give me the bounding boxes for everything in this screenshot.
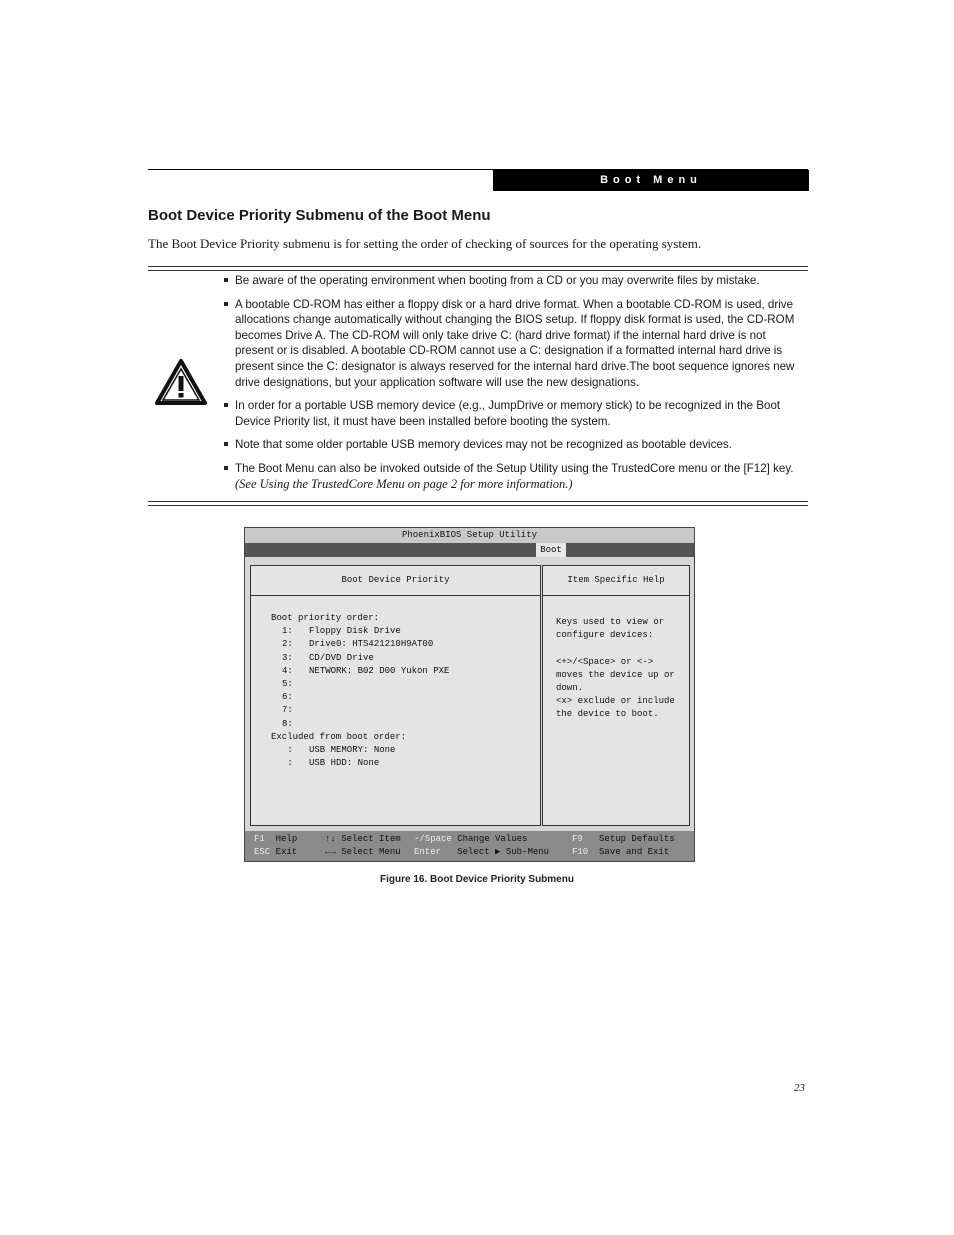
bios-menu-bar <box>245 543 694 557</box>
key-f10[interactable]: F10 Save and Exit <box>572 847 670 857</box>
list-item <box>222 461 798 492</box>
section-tab: Boot Menu <box>493 170 809 191</box>
list-item <box>222 273 798 289</box>
cross-reference-text: (See Using the TrustedCore Menu on page 2 for more information.) <box>235 476 573 491</box>
page-number: 23 <box>794 1082 805 1094</box>
key-select-menu[interactable]: ←→ Select Menu <box>325 847 401 857</box>
caution-bottom-rule <box>148 501 808 506</box>
bullet-square-icon <box>224 278 228 282</box>
key-f1[interactable]: F1 Help <box>254 834 298 844</box>
list-item <box>222 297 798 391</box>
section-title: Boot Device Priority Submenu of the Boot Menu <box>148 207 491 224</box>
boot-entry-2[interactable]: 2: Drive0: HTS421210H9AT00 <box>282 639 434 650</box>
key-esc[interactable]: ESC Exit <box>254 847 298 857</box>
key-enter[interactable]: Enter Select ▶ Sub-Menu <box>414 847 550 857</box>
bios-key-legend <box>245 831 694 861</box>
boot-entry-7[interactable]: 7: <box>282 705 293 716</box>
bullet-text: In order for a portable USB memory device (e.g., JumpDrive or memory stick) to be recognized in the Boot Device Priority list, it must have been installed before booting the system. <box>235 399 781 428</box>
boot-order-label: Boot priority order: <box>271 613 380 623</box>
list-item <box>222 398 798 429</box>
caution-top-rule <box>148 266 808 271</box>
boot-entry-5[interactable]: 5: <box>282 679 293 690</box>
bullet-text: Note that some older portable USB memory devices may not be recognized as bootable devices. <box>235 438 732 452</box>
boot-order-list <box>271 612 449 770</box>
boot-entry-6[interactable]: 6: <box>282 692 293 703</box>
excluded-entry-usb-memory[interactable]: : USB MEMORY: None <box>282 745 396 756</box>
boot-entry-8[interactable]: 8: <box>282 718 293 729</box>
bios-screen <box>244 527 695 862</box>
boot-entry-1[interactable]: 1: Floppy Disk Drive <box>282 626 401 637</box>
excluded-entries <box>271 744 449 770</box>
bullet-text: The Boot Menu can also be invoked outside of the Setup Utility using the TrustedCore menu or the [F12] key. <box>235 461 794 475</box>
bullet-square-icon <box>224 442 228 446</box>
boot-priority-panel <box>250 565 541 826</box>
caution-bullet-list <box>222 273 798 500</box>
warning-triangle-icon <box>154 358 208 406</box>
boot-entry-4[interactable]: 4: NETWORK: B02 D00 Yukon PXE <box>282 665 450 676</box>
bios-title: PhoenixBIOS Setup Utility <box>245 528 694 543</box>
key-f9[interactable]: F9 Setup Defaults <box>572 834 675 844</box>
bullet-text: A bootable CD-ROM has either a floppy disk or a hard drive format. When a bootable CD-ROM is used, drive allocations change automatically without changing the BIOS setup. If floppy disk format is used, the CD-ROM becomes Drive A. The CD-ROM will only take drive C: (hard drive format) if the internal hard drive is not present or is disabled. A bootable CD-ROM cannot use a C: designation if a formatted internal hard drive is present since the C: designator is always reserved for the internal hard drive.The boot sequence ignores new drive designations, but your application software will use the new designations. <box>235 297 795 389</box>
list-item <box>222 437 798 453</box>
bullet-text: Be aware of the operating environment when booting from a CD or you may overwrite files by mistake. <box>235 274 760 287</box>
excluded-entry-usb-hdd[interactable]: : USB HDD: None <box>282 758 380 769</box>
intro-paragraph: The Boot Device Priority submenu is for setting the order of checking of sources for the operating system. <box>148 236 702 251</box>
bullet-square-icon <box>224 302 228 306</box>
boot-entry-3[interactable]: 3: CD/DVD Drive <box>282 652 374 663</box>
key-change-values[interactable]: -/Space Change Values <box>414 834 528 844</box>
bullet-square-icon <box>224 403 228 407</box>
item-help-text: Keys used to view or configure devices: <+>/<Space> or <-> moves the device up or down. <x> exclude or include the device to boot. <box>556 617 675 720</box>
boot-order-entries <box>271 625 449 731</box>
item-help-panel <box>542 565 690 826</box>
boot-priority-header: Boot Device Priority <box>251 566 540 596</box>
bullet-square-icon <box>224 466 228 470</box>
item-help-header: Item Specific Help <box>543 566 689 596</box>
excluded-label: Excluded from boot order: <box>271 731 407 742</box>
key-select-item[interactable]: ↑↓ Select Item <box>325 834 401 844</box>
figure-caption: Figure 16. Boot Device Priority Submenu <box>380 874 574 885</box>
bios-menu-boot[interactable]: Boot <box>536 543 566 557</box>
